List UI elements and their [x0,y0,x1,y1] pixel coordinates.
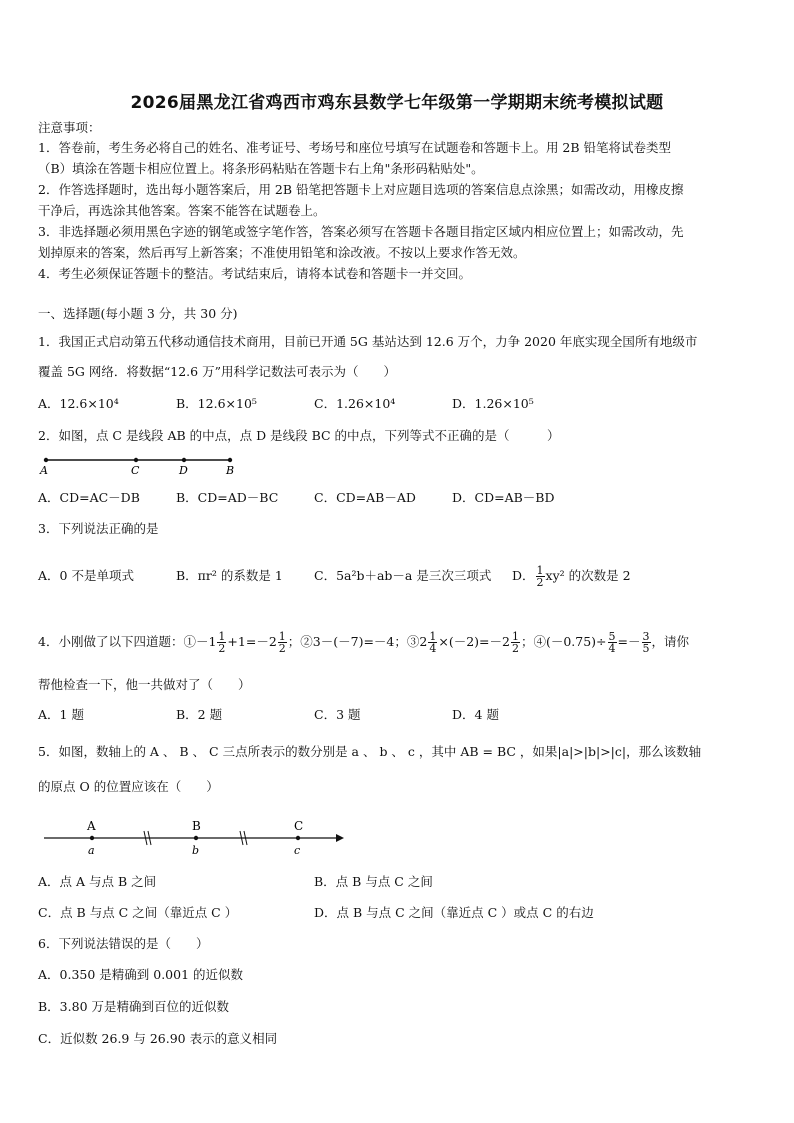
fraction: $\frac{1}{4}$ [429,630,437,655]
notice-line: 划掉原来的答案，然后再写上新答案；不准使用铅笔和涂改液。不按以上要求作答无效。 [38,245,526,260]
fraction: $\frac{5}{4}$ [608,630,616,655]
fraction: $\frac{1}{2}$ [278,630,286,655]
q4-stem-cont: 帮他检查一下，他一共做对了（ ） [38,677,251,692]
q1-option-c: C．1.26×10⁴ [314,396,396,411]
q3-option-b: B．πr² 的系数是 1 [176,568,283,583]
q1-option-d: D．1.26×10⁵ [452,396,534,411]
value-c-label: c [294,844,301,857]
q4-option-c: C．3 题 [314,707,361,722]
q1-option-a: A．12.6×10⁴ [38,396,119,411]
q6-option-c: C．近似数 26.9 与 26.90 表示的意义相同 [38,1031,278,1046]
q6-option-a: A．0.350 是精确到 0.001 的近似数 [38,967,244,982]
q3-option-d-prefix: D． [512,568,535,583]
q2-option-b: B．CD=AD－BC [176,490,279,505]
q4-option-d: D．4 题 [452,707,499,722]
q5-stem: 5．如图，数轴上的 A 、 B 、 C 三点所表示的数分别是 a 、 b 、 c ，其中 AB = BC ，如果|a|>|b|>|c|，那么该数轴 [38,744,702,759]
fraction: $\frac{1}{2}$ [218,630,226,655]
q3-option-c: C．5a²b＋ab－a 是三次三项式 [314,568,492,583]
point-a-label: A [87,819,96,833]
q3-option-a: A．0 不是单项式 [38,568,134,583]
q2-option-d: D．CD=AB－BD [452,490,555,505]
point-b-label: B [192,819,201,833]
notice-line: （B）填涂在答题卡相应位置上。将条形码粘贴在答题卡右上角"条形码粘贴处"。 [38,161,484,176]
q2-segment-figure [36,452,246,478]
value-a-label: a [88,844,95,857]
q4-option-a: A．1 题 [38,707,84,722]
q1-stem: 1．我国正式启动第五代移动通信技术商用，目前已开通 5G 基站达到 12.6 万个，力争 2020 年底实现全国所有地级市 [38,334,698,349]
notice-line: 干净后，再选涂其他答案。答案不能答在试题卷上。 [38,203,326,218]
q2-option-a: A．CD=AC－DB [38,490,140,505]
fraction: $\frac{1}{2}$ [536,564,544,589]
notice-line: 2．作答选择题时，选出每小题答案后，用 2B 铅笔把答题卡上对应题目选项的答案信息点涂黑；如需改动，用橡皮擦 [38,182,684,197]
section-heading: 一、选择题(每小题 3 分，共 30 分) [38,306,238,321]
page-title: 2026届黑龙江省鸡西市鸡东县数学七年级第一学期期末统考模拟试题 [130,93,664,113]
q5-number-line-figure [40,818,350,860]
q1-option-b: B．12.6×10⁵ [176,396,257,411]
point-d-label: D [179,464,188,477]
q2-stem: 2．如图，点 C 是线段 AB 的中点，点 D 是线段 BC 的中点，下列等式不正确的是（ ） [38,428,560,443]
fraction: $\frac{3}{5}$ [642,630,650,655]
q5-stem: 的原点 O 的位置应该在（ ） [38,779,219,794]
q5-option-d: D．点 B 与点 C 之间（靠近点 C ）或点 C 的右边 [314,905,594,920]
q3-option-d-text: xy² 的次数是 2 [545,568,631,583]
q6-stem: 6．下列说法错误的是（ ） [38,936,209,951]
point-a-label: A [40,464,48,477]
point-b-label: B [226,464,235,477]
q3-stem: 3．下列说法正确的是 [38,521,159,536]
q5-option-c: C．点 B 与点 C 之间（靠近点 C ） [38,905,238,920]
q4-option-b: B．2 题 [176,707,223,722]
fraction: $\frac{1}{2}$ [511,630,519,655]
q4-stem: 4．小刚做了以下四道题：①－1 $\frac{1}{2}$ +1=－2 $\frac{1}{2}$ ；②3－(－7)=－4；③2 $\frac{1}{4}$ ×(－2)=－2 $\frac{1}{2}$ ；④(－0.75)÷ $\frac{5}{4}$ =－ $\frac{3}{5}$ ，请你 [38,630,690,655]
point-c-label: C [294,819,304,833]
q5-option-a: A．点 A 与点 B 之间 [38,874,157,889]
notice-line: 3．非选择题必须用黑色字迹的钢笔或签字笔作答，答案必须写在答题卡各题目指定区域内相应位置上；如需改动，先 [38,224,684,239]
notice-line: 1．答卷前，考生务必将自己的姓名、准考证号、考场号和座位号填写在试题卷和答题卡上。用 2B 铅笔将试卷类型 [38,140,672,155]
notice-heading: 注意事项： [38,120,101,135]
q6-option-b: B．3.80 万是精确到百位的近似数 [38,999,229,1014]
value-b-label: b [192,844,200,857]
point-c-label: C [131,464,140,477]
q5-option-b: B．点 B 与点 C 之间 [314,874,433,889]
q3-option-d [512,556,631,596]
notice-line: 4．考生必须保证答题卡的整洁。考试结束后，请将本试卷和答题卡一并交回。 [38,266,471,281]
q1-stem: 覆盖 5G 网络．将数据“12.6 万”用科学记数法可表示为（ ） [38,364,396,379]
q2-option-c: C．CD=AB－AD [314,490,416,505]
